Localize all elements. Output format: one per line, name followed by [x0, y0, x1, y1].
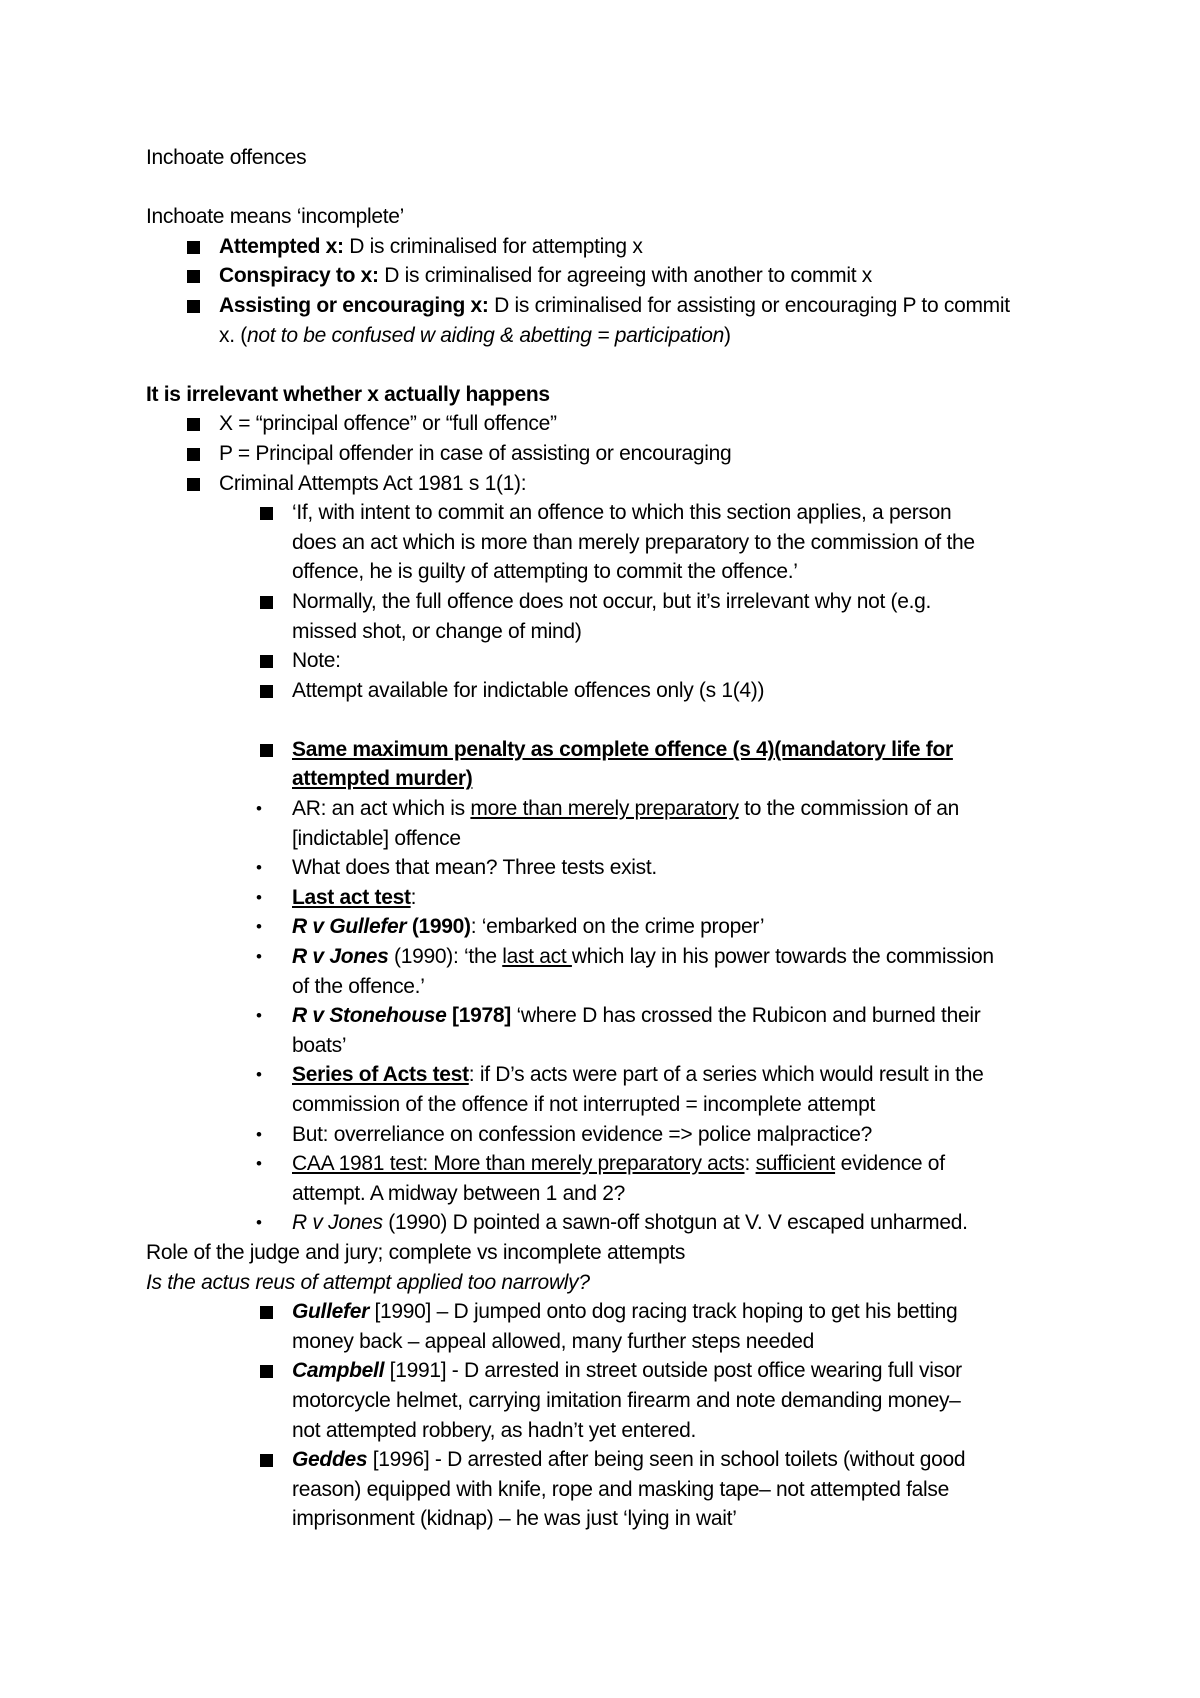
list-item — [146, 1060, 1086, 1119]
list-item — [146, 1149, 1086, 1208]
term-conspiracy: Conspiracy to x: — [219, 264, 379, 288]
list-item-case — [146, 1445, 1086, 1534]
text-line: boats’ — [292, 1033, 347, 1057]
list-item — [146, 232, 1086, 262]
list-item: X = “principal offence” or “full offence” — [146, 409, 1086, 439]
case-name: Campbell — [292, 1359, 385, 1383]
text-line: commission of the offence if not interrupted = incomplete attempt — [292, 1093, 876, 1116]
test-name: Series of Acts test — [292, 1063, 469, 1087]
text-line: imprisonment (kidnap) – he was just ‘lying in wait’ — [292, 1507, 737, 1531]
quote-line: ‘If, with intent to commit an offence to which this section applies, a person — [292, 501, 952, 525]
list-item — [146, 1001, 1086, 1060]
case-year: [1991] — [384, 1359, 447, 1383]
text: (1990) D pointed a sawn-off shotgun at V. V escaped unharmed. — [382, 1211, 968, 1235]
list-item: • What does that mean? Three tests exist. — [146, 853, 1086, 883]
list-item: Note: — [146, 646, 1086, 676]
case-name: R v Stonehouse — [292, 1004, 447, 1028]
text-line: of the offence.’ — [292, 974, 425, 998]
term-desc: D is criminalised for assisting or encouraging P to commit — [488, 293, 1010, 317]
text: evidence of — [835, 1152, 945, 1176]
list-item — [146, 942, 1086, 1001]
case-year: [1996] — [367, 1448, 430, 1472]
list-item-quote — [146, 498, 1086, 587]
case-name: R v Jones — [292, 945, 389, 969]
underlined-text: more than merely preparatory — [470, 797, 739, 821]
intro-line: Inchoate means ‘incomplete’ — [146, 205, 405, 229]
list-item — [146, 587, 1086, 646]
list-item-case — [146, 1356, 1086, 1445]
text-line: motorcycle helmet, carrying imitation firearm and note demanding money– — [292, 1388, 961, 1412]
role-line: Role of the judge and jury; complete vs incomplete attempts — [146, 1240, 686, 1264]
text: : — [410, 885, 417, 909]
list-item: Attempt available for indictable offences only (s 1(4)) — [146, 676, 1086, 706]
test-name: Last act test — [292, 885, 411, 909]
document-page — [146, 143, 1086, 1534]
text: : ‘the — [452, 945, 503, 969]
term-assisting: Assisting or encouraging x: — [219, 293, 489, 317]
test-name: CAA 1981 test: More than merely preparatory acts — [292, 1152, 745, 1176]
document-title: Inchoate offences — [146, 146, 307, 169]
text: : — [744, 1152, 756, 1176]
case-name: R v Gullefer — [292, 915, 407, 939]
list-item: Criminal Attempts Act 1981 s 1(1): — [146, 469, 1086, 499]
attempt-details-list — [146, 735, 1086, 1238]
text-line: reason) equipped with knife, rope and masking tape– not attempted false — [292, 1477, 949, 1501]
offence-types-list — [146, 232, 1086, 350]
list-item-penalty — [146, 735, 1086, 794]
text: - D arrested in street outside post office wearing full visor — [446, 1359, 962, 1383]
term-desc-cont: x. ( — [219, 323, 247, 347]
quote-line: offence, he is guilty of attempting to commit the offence.’ — [292, 560, 798, 584]
text-line: money back – appeal allowed, many further steps needed — [292, 1329, 814, 1353]
penalty-line: Same maximum penalty as complete offence (s 4)(mandatory life for — [292, 737, 953, 761]
penalty-line: attempted murder) — [292, 767, 473, 791]
text: to the commission of an — [738, 797, 960, 821]
case-name: R v Jones — [292, 1211, 383, 1235]
list-item — [146, 1208, 1086, 1238]
question-line: Is the actus reus of attempt applied too narrowly? — [146, 1270, 590, 1294]
list-item: P = Principal offender in case of assisting or encouraging — [146, 439, 1086, 469]
list-item — [146, 261, 1086, 291]
text: AR: an act which is — [292, 797, 471, 821]
list-item-case — [146, 1297, 1086, 1356]
case-name: Gullefer — [292, 1300, 369, 1324]
text: - D arrested after being seen in school toilets (without good — [429, 1448, 966, 1472]
text: ‘where D has crossed the Rubicon and burned their — [510, 1004, 981, 1028]
list-item — [146, 912, 1086, 942]
section-heading: It is irrelevant whether x actually happens — [146, 382, 550, 406]
case-year: (1990) — [406, 915, 471, 939]
underlined-text: last act — [502, 945, 572, 969]
term-desc: D is criminalised for agreeing with another to commit x — [378, 264, 872, 288]
list-item — [146, 291, 1086, 350]
text: : ‘embarked on the crime proper’ — [470, 915, 765, 939]
case-year: [1990] — [368, 1300, 432, 1324]
case-year: [1978] — [446, 1004, 511, 1028]
quote-line: does an act which is more than merely preparatory to the commission of the — [292, 530, 975, 554]
term-desc: D is criminalised for attempting x — [343, 234, 643, 258]
case-year: (1990) — [388, 945, 453, 969]
term-attempted: Attempted x: — [219, 234, 344, 258]
text-line: [indictable] offence — [292, 826, 461, 850]
list-item — [146, 883, 1086, 913]
text-line: Normally, the full offence does not occur, but it’s irrelevant why not (e.g. — [292, 589, 932, 613]
term-desc-cont: ) — [724, 323, 731, 347]
list-item: • But: overreliance on confession evidence => police malpractice? — [146, 1120, 1086, 1150]
case-name: Geddes — [292, 1448, 368, 1472]
cases-list — [146, 1297, 1086, 1534]
irrelevance-list — [146, 409, 1086, 705]
list-item — [146, 794, 1086, 853]
text: – D jumped onto dog racing track hoping to get his betting — [431, 1300, 958, 1324]
term-note: not to be confused w aiding & abetting = participation — [246, 323, 725, 347]
text: : if D’s acts were part of a series which would result in the — [468, 1063, 984, 1087]
text-line: not attempted robbery, as hadn’t yet entered. — [292, 1418, 697, 1442]
text: which lay in his power towards the commission — [571, 945, 994, 969]
text-line: missed shot, or change of mind) — [292, 619, 582, 643]
text-line: attempt. A midway between 1 and 2? — [292, 1181, 626, 1205]
underlined-text: sufficient — [755, 1152, 836, 1176]
